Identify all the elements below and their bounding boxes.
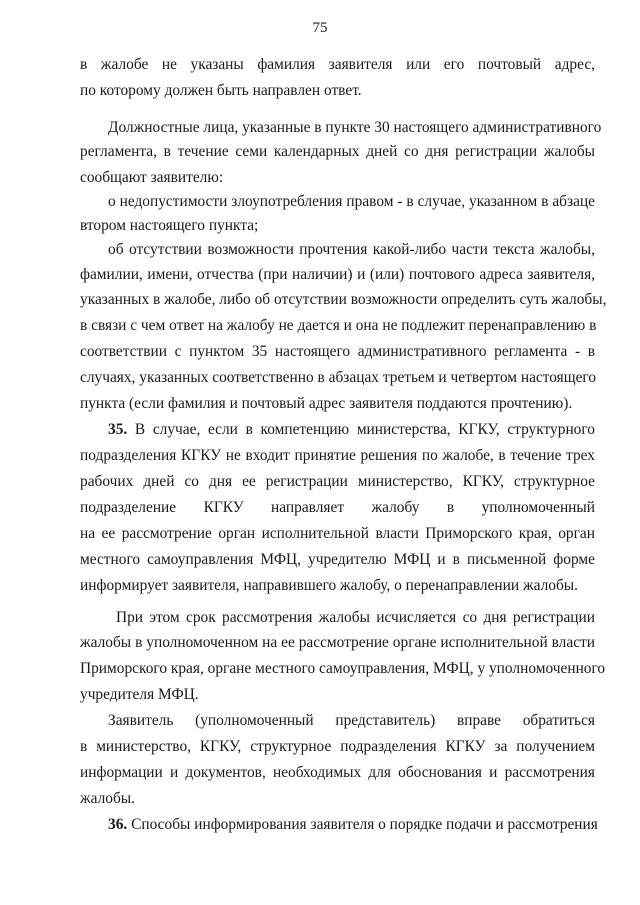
text-line	[80, 317, 595, 335]
text-line	[108, 421, 595, 439]
text-line	[80, 473, 595, 491]
text-line	[80, 551, 595, 569]
text-line	[80, 291, 607, 309]
line-text: втором настоящего пункта;	[80, 217, 259, 234]
line-text: случаях, указанных соответственно в абзацах третьем и четвертом настоящего	[80, 369, 597, 386]
line-text: в связи с чем ответ на жалобу не дается и она не подлежит перенаправлению в	[80, 317, 597, 334]
text-line	[80, 634, 595, 652]
text-line	[80, 790, 595, 808]
text-line	[80, 143, 595, 161]
line-text: В случае, если в компетенцию министерства, КГКУ, структурного	[127, 421, 595, 438]
text-line	[80, 369, 595, 387]
text-line	[80, 266, 595, 284]
text-line	[80, 525, 595, 543]
text-line	[80, 217, 595, 235]
line-text: об отсутствии возможности прочтения какой-либо части текста жалобы,	[108, 241, 595, 258]
line-text: Приморского края, органе местного самоуправления, МФЦ, у уполномоченного	[80, 660, 606, 677]
text-line	[80, 56, 595, 74]
line-text: указанных в жалобе, либо об отсутствии возможности определить суть жалобы,	[80, 291, 607, 308]
text-line	[80, 395, 595, 413]
line-text: о недопустимости злоупотребления правом - в случае, указанном в абзаце	[108, 193, 595, 210]
line-text: Заявитель (уполномоченный представитель) вправе обратиться	[108, 712, 595, 729]
text-line	[108, 119, 602, 137]
line-text: местного самоуправления МФЦ, учредителю МФЦ и в письменной форме	[80, 551, 595, 568]
text-line	[80, 577, 595, 595]
line-text: на ее рассмотрение орган исполнительной власти Приморского края, орган	[80, 525, 595, 542]
line-text: Способы информирования заявителя о порядке подачи и рассмотрения	[127, 816, 598, 833]
text-line	[108, 712, 595, 730]
text-line	[80, 499, 595, 517]
line-text: жалобы.	[80, 790, 135, 807]
clause-number: 36.	[108, 816, 128, 833]
text-line	[80, 764, 595, 782]
line-text: пункта (если фамилия и почтовый адрес заявителя поддаются прочтению).	[80, 395, 573, 412]
line-text: подразделение КГКУ направляет жалобу в уполномоченный	[80, 499, 595, 516]
text-line	[116, 609, 595, 627]
line-text: сообщают заявителю:	[80, 169, 224, 186]
line-text: по которому должен быть направлен ответ.	[80, 82, 362, 99]
page-number: 75	[312, 20, 328, 36]
text-line	[80, 686, 595, 704]
line-text: информации и документов, необходимых для обоснования и рассмотрения	[80, 764, 595, 781]
clause-number: 35.	[108, 421, 128, 438]
line-text: регламента, в течение семи календарных дней со дня регистрации жалобы	[80, 143, 595, 160]
line-text: рабочих дней со дня ее регистрации министерство, КГКУ, структурное	[80, 473, 595, 490]
text-line	[80, 82, 595, 100]
text-line	[80, 738, 595, 756]
text-line	[80, 660, 606, 678]
text-line	[108, 193, 595, 211]
line-text: фамилии, имени, отчества (при наличии) и (или) почтового адреса заявителя,	[80, 266, 595, 283]
line-text: информирует заявителя, направившего жалобу, о перенаправлении жалобы.	[80, 577, 578, 594]
line-text: Должностные лица, указанные в пункте 30 настоящего административного	[108, 119, 602, 136]
text-line	[80, 447, 595, 465]
line-text: подразделения КГКУ не входит принятие решения по жалобе, в течение трех	[80, 447, 595, 464]
line-text: жалобы в уполномоченном на ее рассмотрение органе исполнительной власти	[80, 634, 595, 651]
line-text: в жалобе не указаны фамилия заявителя или его почтовый адрес,	[80, 56, 595, 73]
line-text: соответствии с пунктом 35 настоящего административного регламента - в	[80, 343, 595, 360]
text-line	[80, 343, 595, 361]
text-line	[108, 241, 595, 259]
line-text: в министерство, КГКУ, структурное подразделения КГКУ за получением	[80, 738, 595, 755]
text-line	[80, 169, 595, 187]
text-line	[108, 816, 598, 834]
line-text: При этом срок рассмотрения жалобы исчисляется со дня регистрации	[116, 609, 595, 626]
line-text: учредителя МФЦ.	[80, 686, 199, 703]
